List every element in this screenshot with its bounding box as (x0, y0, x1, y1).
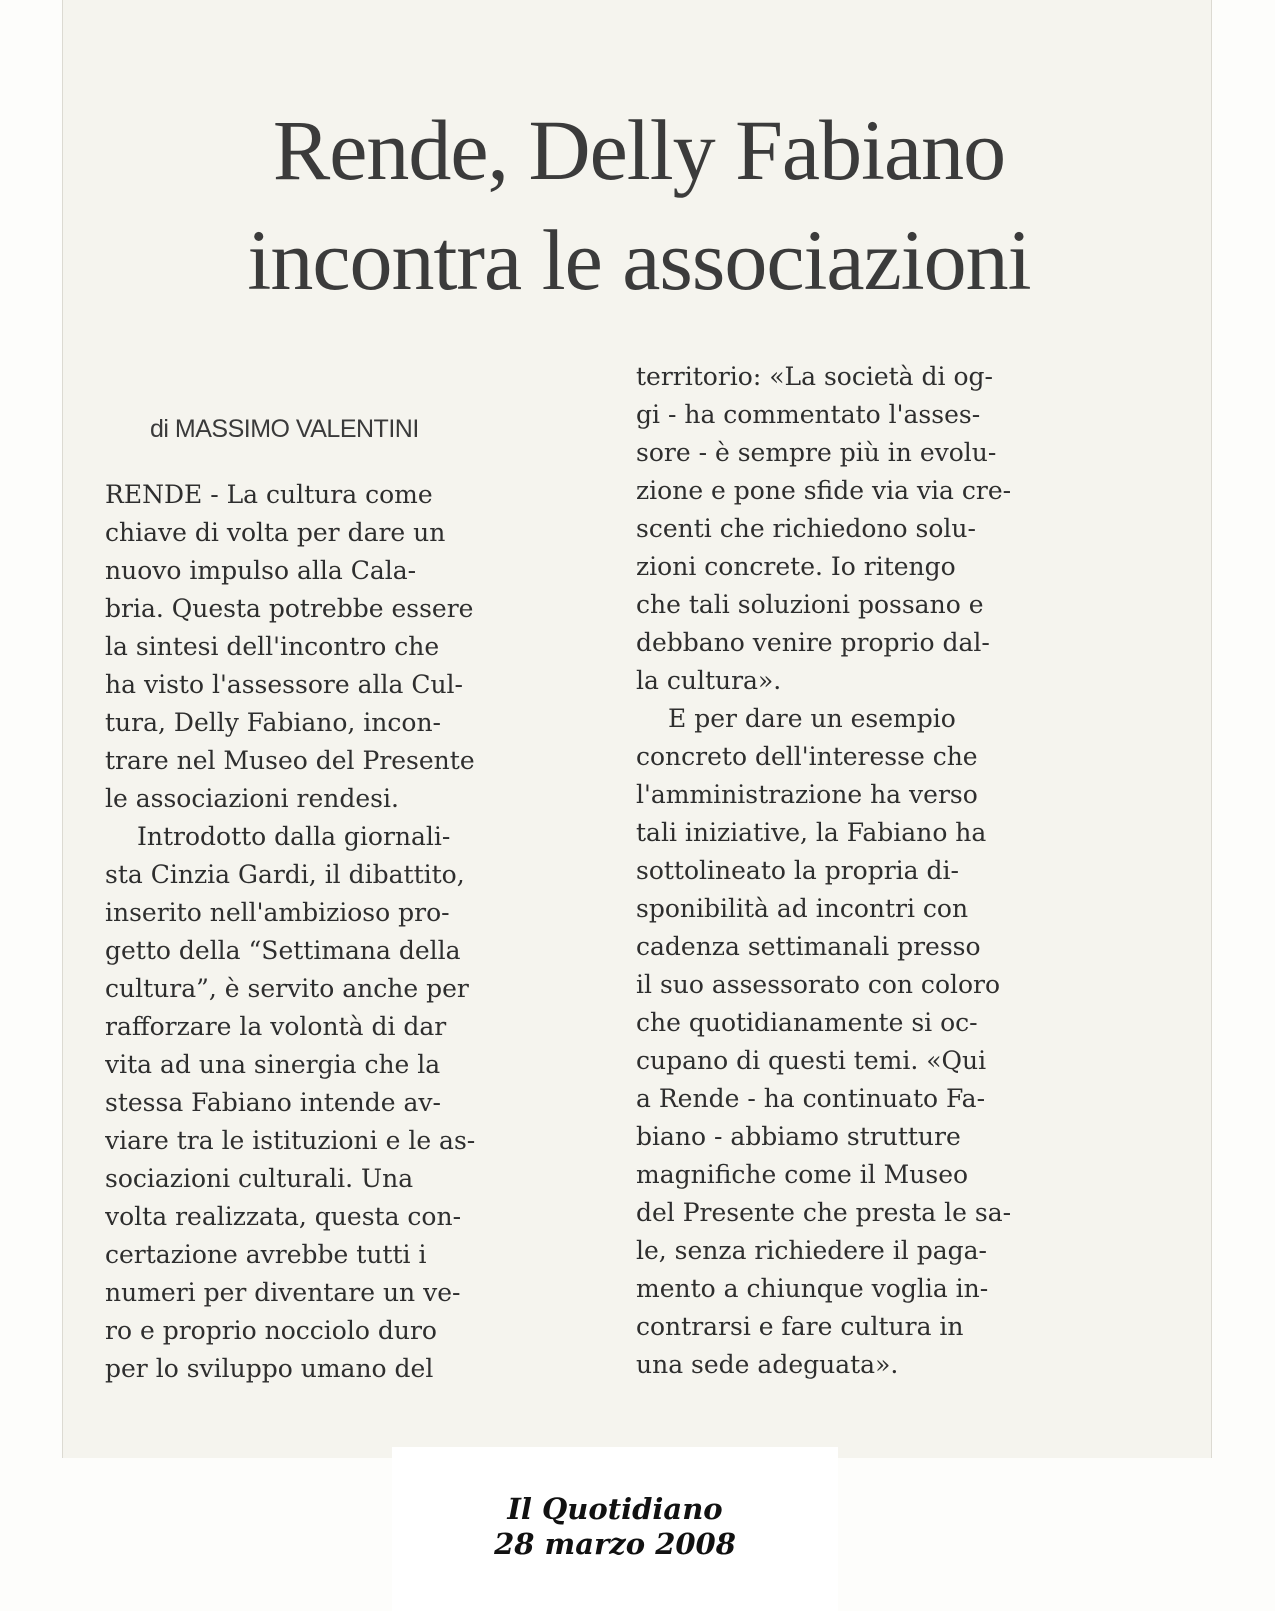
text-line: concreto dell'interesse che (636, 742, 978, 771)
text-line: trare nel Museo del Presente (105, 746, 475, 775)
text-line: volta realizzata, questa con- (105, 1202, 462, 1231)
article-column-left (105, 476, 475, 1388)
text-line: certazione avrebbe tutti i (105, 1240, 427, 1269)
text-line: debbano venire proprio dal- (636, 628, 990, 657)
text-line: per lo sviluppo umano del (105, 1354, 434, 1383)
text-line: sottolineato la propria di- (636, 856, 959, 885)
text-line: le associazioni rendesi. (105, 784, 399, 813)
text-line: sponibilità ad incontri con (636, 894, 969, 923)
text-line: sore - è sempre più in evolu- (636, 438, 997, 467)
text-line: che tali soluzioni possano e (636, 590, 984, 619)
text-line: inserito nell'ambizioso pro- (105, 898, 450, 927)
source-date: 28 marzo 2008 (494, 1527, 736, 1561)
text-line: la cultura». (636, 666, 782, 695)
text-line: territorio: «La società di og- (636, 362, 993, 391)
text-line: viare tra le istituzioni e le as- (105, 1126, 476, 1155)
text-line: bria. Questa potrebbe essere (105, 594, 474, 623)
text-line: contrarsi e fare cultura in (636, 1312, 964, 1341)
text-line: E per dare un esempio (668, 704, 956, 733)
text-line: tura, Delly Fabiano, incon- (105, 708, 441, 737)
text-line: il suo assessorato con coloro (636, 970, 1001, 999)
text-line: stessa Fabiano intende av- (105, 1088, 441, 1117)
text-line: nuovo impulso alla Cala- (105, 556, 417, 585)
text-line: la sintesi dell'incontro che (105, 632, 440, 661)
text-line: rafforzare la volontà di dar (105, 1012, 447, 1041)
text-line: numeri per diventare un ve- (105, 1278, 461, 1307)
text-line: ro e proprio nocciolo duro (105, 1316, 437, 1345)
text-line: ha visto l'assessore alla Cul- (105, 670, 463, 699)
text-line: le, senza richiedere il paga- (636, 1236, 987, 1265)
headline-line-1: Rende, Delly Fabiano (272, 102, 1006, 198)
text-line: biano - abbiamo strutture (636, 1122, 961, 1151)
byline: di MASSIMO VALENTINI (150, 415, 419, 443)
text-line: cadenza settimanali presso (636, 932, 981, 961)
text-line: tali iniziative, la Fabiano ha (636, 818, 987, 847)
text-line: sta Cinzia Gardi, il dibattito, (105, 860, 465, 889)
text-line: zione e pone sfide via via cre- (636, 476, 1012, 505)
text-line: che quotidianamente si oc- (636, 1008, 978, 1037)
text-line: sociazioni culturali. Una (105, 1164, 414, 1193)
headline-line-2: incontra le associazioni (247, 212, 1031, 308)
text-line: del Presente che presta le sa- (636, 1198, 1012, 1227)
text-line: vita ad una sinergia che la (105, 1050, 441, 1079)
text-line: l'amministrazione ha verso (636, 780, 978, 809)
text-line: una sede adeguata». (636, 1350, 899, 1379)
source-newspaper: Il Quotidiano (507, 1492, 723, 1526)
text-line: mento a chiunque voglia in- (636, 1274, 989, 1303)
text-line: getto della “Settimana della (105, 936, 461, 965)
text-line: magnifiche come il Museo (636, 1160, 969, 1189)
text-line: chiave di volta per dare un (105, 518, 446, 547)
article-column-right (636, 358, 1011, 1384)
text-line: scenti che richiedono solu- (636, 514, 976, 543)
clipping-left-edge (62, 0, 63, 1458)
text-line: Introdotto dalla giornali- (137, 822, 451, 851)
text-line: RENDE - La cultura come (105, 480, 433, 509)
text-line: gi - ha commentato l'asses- (636, 400, 981, 429)
text-line: cultura”, è servito anche per (105, 974, 469, 1003)
text-line: zioni concrete. Io ritengo (636, 552, 956, 581)
text-line: cupano di questi temi. «Qui (636, 1046, 987, 1075)
text-line: a Rende - ha continuato Fa- (636, 1084, 986, 1113)
